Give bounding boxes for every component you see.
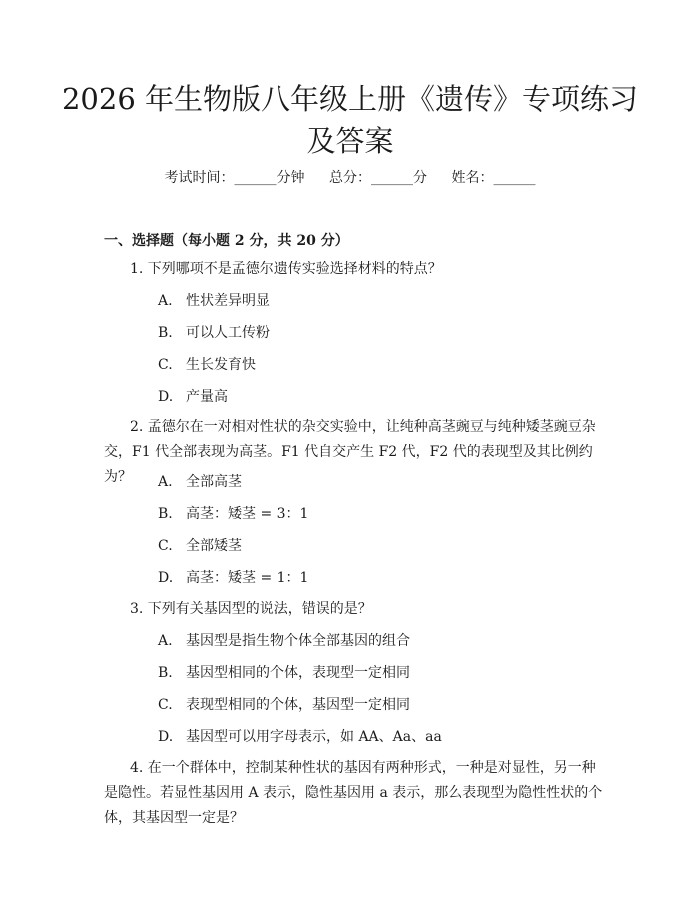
q2-option-a <box>158 472 242 492</box>
option-letter: C. <box>158 697 173 713</box>
q3-option-c <box>158 695 410 715</box>
option-letter: B. <box>158 506 173 522</box>
q1-option-b <box>158 323 270 343</box>
option-text: 生长发育快 <box>186 357 256 373</box>
option-text: 全部矮茎 <box>186 538 242 554</box>
question-4: 4. 在一个群体中，控制某种性状的基因有两种形式，一种是对显性，另一种是隐性。若显性基因用 A 表示，隐性基因用 a 表示，那么表现型为隐性性状的个体，其基因型一定是？ <box>104 760 603 826</box>
question-1: 1. 下列哪项不是孟德尔遗传实验选择材料的特点？ <box>130 261 442 277</box>
exam-info <box>0 168 700 188</box>
option-text: 全部高茎 <box>186 474 242 490</box>
option-text: 基因型可以用字母表示，如 AA、Aa、aa <box>186 729 442 745</box>
option-letter: C. <box>158 357 173 373</box>
question-2: 2. 孟德尔在一对相对性状的杂交实验中，让纯种高茎豌豆与纯种矮茎豌豆杂交，F1 代全部表现为高茎。F1 代自交产生 F2 代，F2 代的表现型及其比例约为？ <box>104 419 596 485</box>
option-text: 性状差异明显 <box>186 293 270 309</box>
title-line-2: 及答案 <box>306 124 394 158</box>
option-letter: A. <box>158 633 173 649</box>
option-letter: D. <box>158 570 174 586</box>
student-name: 姓名：______ <box>451 170 536 186</box>
title-line-1: 2026 年生物版八年级上册《遗传》专项练习 <box>61 82 639 116</box>
option-letter: D. <box>158 729 174 745</box>
q1-option-a <box>158 291 270 311</box>
option-text: 表现型相同的个体，基因型一定相同 <box>186 697 410 713</box>
option-letter: A. <box>158 474 173 490</box>
question-3: 3. 下列有关基因型的说法，错误的是？ <box>130 601 372 617</box>
option-text: 高茎：矮茎 = 3：1 <box>186 506 309 522</box>
option-text: 可以人工传粉 <box>186 325 270 341</box>
option-text: 基因型相同的个体，表现型一定相同 <box>186 665 410 681</box>
q2-option-b <box>158 504 308 524</box>
exam-time: 考试时间：______分钟 <box>164 170 305 186</box>
q3-option-d <box>158 727 442 747</box>
total-score: 总分：______分 <box>329 170 427 186</box>
section-title: 一、选择题（每小题 2 分，共 20 分） <box>104 233 349 249</box>
q3-option-b <box>158 663 410 683</box>
option-letter: B. <box>158 665 173 681</box>
q3-option-a <box>158 631 410 651</box>
q1-option-d <box>158 387 228 407</box>
option-text: 产量高 <box>186 389 228 405</box>
option-letter: C. <box>158 538 173 554</box>
option-text: 高茎：矮茎 = 1：1 <box>186 570 309 586</box>
q2-option-d <box>158 568 308 588</box>
option-text: 基因型是指生物个体全部基因的组合 <box>186 633 410 649</box>
q1-option-c <box>158 355 256 375</box>
q2-option-c <box>158 536 242 556</box>
option-letter: D. <box>158 389 174 405</box>
option-letter: B. <box>158 325 173 341</box>
option-letter: A. <box>158 293 173 309</box>
document-title <box>60 78 640 162</box>
